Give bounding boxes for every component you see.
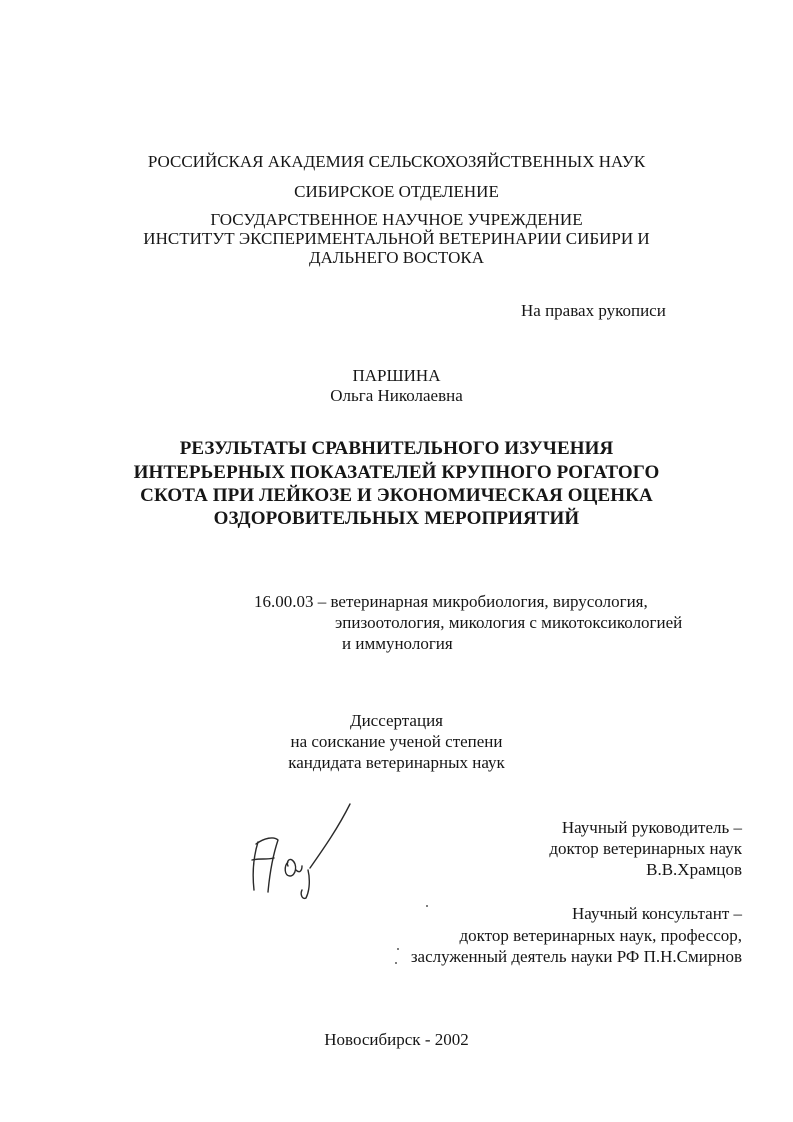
thesis-title-line-3: СКОТА ПРИ ЛЕЙКОЗЕ И ЭКОНОМИЧЕСКАЯ ОЦЕНКА [140, 485, 653, 506]
scan-speck [426, 905, 428, 907]
degree-line-1: Диссертация [349, 711, 443, 730]
specialty-line-3: и иммунология [342, 634, 453, 653]
degree-line-2: на соискание ученой степени [290, 732, 503, 751]
consultant-role: Научный консультант – [572, 904, 742, 923]
manuscript-note: На правах рукописи [521, 301, 666, 320]
consultant-title-and-name: заслуженный деятель науки РФ П.Н.Смирнов [410, 947, 742, 966]
city-year: Новосибирск - 2002 [324, 1030, 469, 1049]
academy-name: РОССИЙСКАЯ АКАДЕМИЯ СЕЛЬСКОХОЗЯЙСТВЕННЫХ НАУК [147, 152, 646, 171]
handwritten-signature-icon [244, 800, 374, 910]
institution-line-1: ГОСУДАРСТВЕННОЕ НАУЧНОЕ УЧРЕЖДЕНИЕ [210, 210, 583, 229]
consultant-degree: доктор ветеринарных наук, профессор, [459, 926, 742, 945]
institution-line-3: ДАЛЬНЕГО ВОСТОКА [309, 248, 484, 267]
scan-speck [395, 962, 397, 964]
author-surname: ПАРШИНА [352, 366, 441, 385]
institution-line-2: ИНСТИТУТ ЭКСПЕРИМЕНТАЛЬНОЙ ВЕТЕРИНАРИИ СИБИРИ И [143, 229, 650, 248]
branch-name: СИБИРСКОЕ ОТДЕЛЕНИЕ [294, 182, 499, 201]
thesis-title-line-1: РЕЗУЛЬТАТЫ СРАВНИТЕЛЬНОГО ИЗУЧЕНИЯ [179, 438, 614, 459]
supervisor-name: В.В.Храмцов [646, 860, 742, 879]
author-given-names: Ольга Николаевна [330, 386, 463, 405]
supervisor-degree: доктор ветеринарных наук [549, 839, 742, 858]
supervisor-role: Научный руководитель – [561, 818, 742, 837]
specialty-line-1: 16.00.03 – ветеринарная микробиология, вирусология, [254, 592, 648, 611]
scan-speck [397, 948, 399, 950]
thesis-title-line-4: ОЗДОРОВИТЕЛЬНЫХ МЕРОПРИЯТИЙ [213, 508, 580, 529]
specialty-line-2: эпизоотология, микология с микотоксикологией [335, 613, 683, 632]
thesis-title-line-2: ИНТЕРЬЕРНЫХ ПОКАЗАТЕЛЕЙ КРУПНОГО РОГАТОГО [133, 462, 660, 483]
degree-line-3: кандидата ветеринарных наук [288, 753, 505, 772]
